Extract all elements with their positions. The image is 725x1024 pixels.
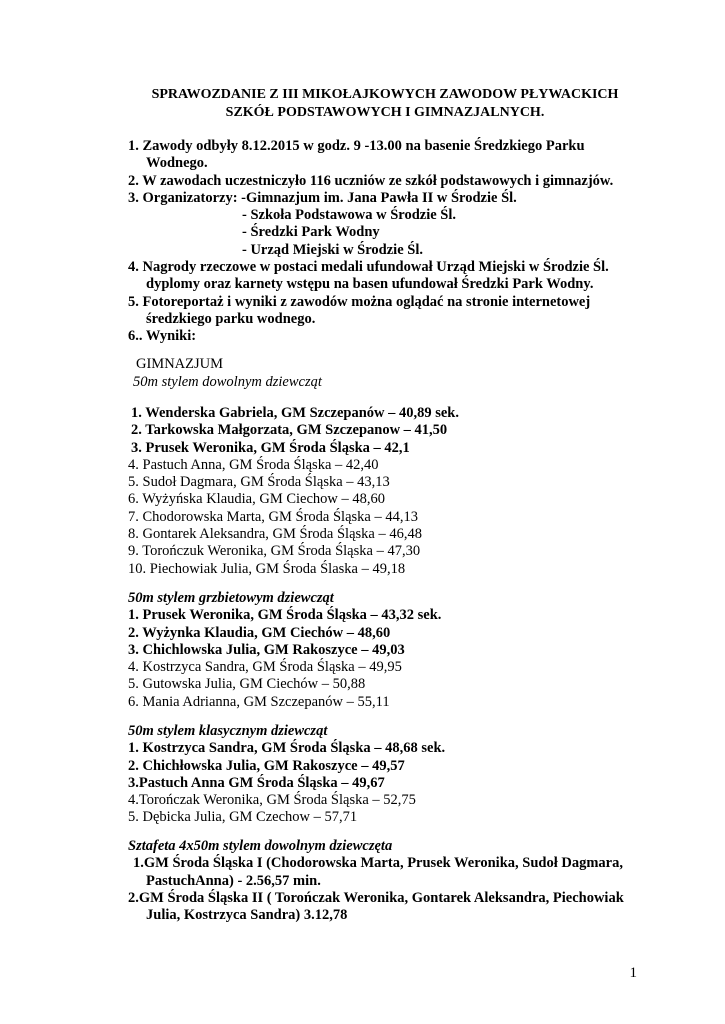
info-line: 2. W zawodach uczestniczyło 116 uczniów ze szkół podstawowych i gimnazjów. <box>128 172 614 189</box>
result-row: 1. Kostrzyca Sandra, GM Środa Śląska – 48,68 sek. <box>128 740 446 757</box>
result-row: 6. Wyżyńska Klaudia, GM Ciechow – 48,60 <box>128 491 385 508</box>
event-relay <box>0 838 725 924</box>
result-row: 3. Prusek Weronika, GM Środa Śląska – 42,1 <box>131 439 410 456</box>
result-row: 3. Chichlowska Julia, GM Rakoszyce – 49,03 <box>128 641 405 658</box>
info-list <box>0 138 725 346</box>
event-heading: Sztafeta 4x50m stylem dowolnym dziewczęta <box>128 838 393 854</box>
result-row: 6. Mania Adrianna, GM Szczepanów – 55,11 <box>128 693 390 710</box>
page-number: 1 <box>629 965 637 981</box>
result-row: 3.Pastuch Anna GM Środa Śląska – 49,67 <box>128 774 385 791</box>
event-backstroke <box>0 590 725 711</box>
result-row: 2. Chichłowska Julia, GM Rakoszyce – 49,57 <box>128 757 405 774</box>
info-line: Wodnego. <box>146 155 208 172</box>
result-row: 5. Gutowska Julia, GM Ciechów – 50,88 <box>128 676 366 693</box>
info-line: 1. Zawody odbyły 8.12.2015 w godz. 9 -13.00 na basenie Średzkiego Parku <box>128 138 585 154</box>
event-breaststroke <box>0 723 725 827</box>
info-line: - Średzki Park Wodny <box>242 224 380 241</box>
result-row: Julia, Kostrzyca Sandra) 3.12,78 <box>146 907 348 924</box>
info-line: - Szkoła Podstawowa w Środzie Śl. <box>242 207 457 224</box>
result-row: 1. Wenderska Gabriela, GM Szczepanów – 40,89 sek. <box>131 405 459 421</box>
results-freestyle <box>0 405 725 578</box>
result-row: 2. Tarkowska Małgorzata, GM Szczepanow – 41,50 <box>131 422 448 439</box>
event-heading: 50m stylem dowolnym dziewcząt <box>133 374 322 390</box>
info-line: 4. Nagrody rzeczowe w postaci medali ufundował Urząd Miejski w Środzie Śl. <box>128 259 609 276</box>
section-heading: GIMNAZJUM <box>136 356 223 372</box>
title-line-2: SZKÓŁ PODSTAWOWYCH I GIMNAZJALNYCH. <box>225 105 545 120</box>
result-row: 2.GM Środa Śląska II ( Torończak Weronika, Gontarek Aleksandra, Piechowiak <box>128 889 624 906</box>
info-line: 3. Organizatorzy: -Gimnazjum im. Jana Pawła II w Środzie Śl. <box>128 189 517 206</box>
result-row: 5. Sudoł Dagmara, GM Środa Śląska – 43,13 <box>128 474 390 491</box>
result-row: 9. Torończuk Weronika, GM Środa Śląska – 47,30 <box>128 543 421 560</box>
result-row: 4. Pastuch Anna, GM Środa Śląska – 42,40 <box>128 456 379 473</box>
result-row: 1. Prusek Weronika, GM Środa Śląska – 43,32 sek. <box>128 607 442 624</box>
info-line: 6.. Wyniki: <box>128 328 197 345</box>
result-row: 5. Dębicka Julia, GM Czechow – 57,71 <box>128 809 358 826</box>
report-title <box>70 86 700 122</box>
info-line: dyplomy oraz karnety wstępu na basen ufundował Średzki Park Wodny. <box>146 276 594 293</box>
result-row: PastuchAnna) - 2.56,57 min. <box>146 872 321 889</box>
info-line: średzkiego parku wodnego. <box>146 310 316 327</box>
result-row: 8. Gontarek Aleksandra, GM Środa Śląska – 46,48 <box>128 526 422 543</box>
info-line: 5. Fotoreportaż i wyniki z zawodów można oglądać na stronie internetowej <box>128 293 591 310</box>
result-row: 4. Kostrzyca Sandra, GM Środa Śląska – 49,95 <box>128 659 402 676</box>
event-heading: 50m stylem grzbietowym dziewcząt <box>128 590 334 606</box>
info-line: - Urząd Miejski w Środzie Śl. <box>242 241 423 258</box>
result-row: 4.Torończak Weronika, GM Środa Śląska – 52,75 <box>128 792 416 809</box>
event-heading: 50m stylem klasycznym dziewcząt <box>128 723 328 739</box>
event-freestyle <box>0 374 725 391</box>
result-row: 1.GM Środa Śląska I (Chodorowska Marta, Prusek Weronika, Sudoł Dagmara, <box>133 855 623 872</box>
result-row: 2. Wyżynka Klaudia, GM Ciechów – 48,60 <box>128 624 391 641</box>
title-line-1: SPRAWOZDANIE Z III MIKOŁAJKOWYCH ZAWODOW PŁYWACKICH <box>151 87 619 102</box>
result-row: 10. Piechowiak Julia, GM Środa Ślaska – 49,18 <box>128 560 406 577</box>
result-row: 7. Chodorowska Marta, GM Środa Śląska – 44,13 <box>128 508 418 525</box>
